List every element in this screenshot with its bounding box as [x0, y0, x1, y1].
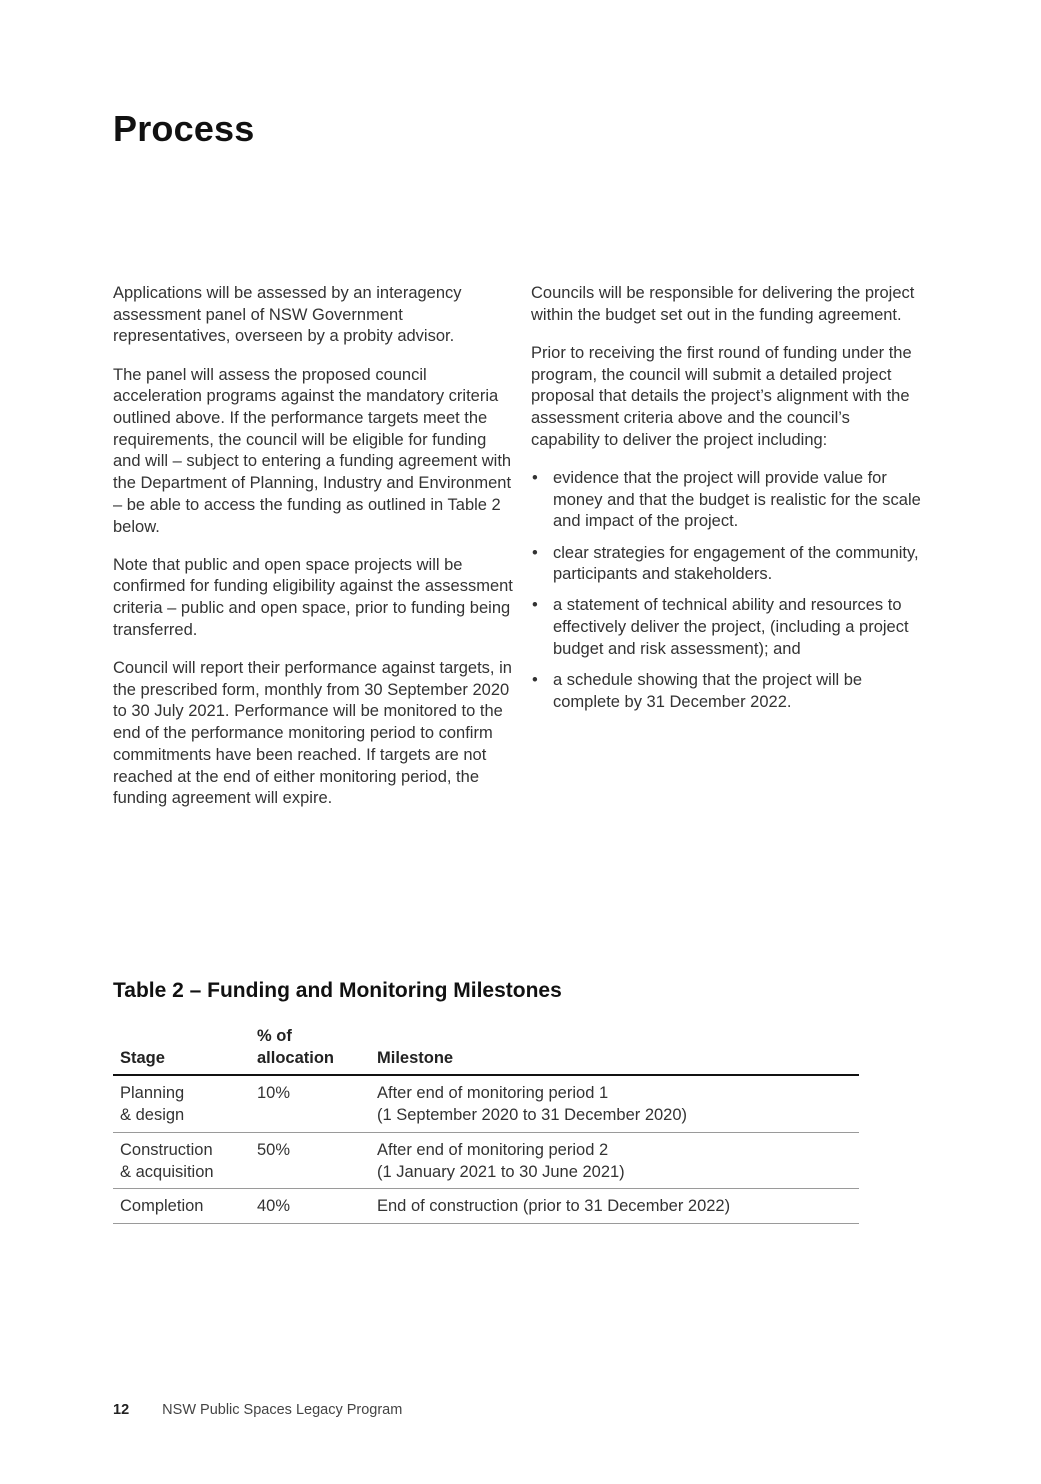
paragraph: The panel will assess the proposed council acceleration programs against the mandatory criteria outlined above. If the performance targets meet the requirements, the council will be eligible for funding and will – subject to entering a funding agreement with the Department of Planning, Industry and Environment – be able to access the funding as outlined in Table 2 below. — [113, 365, 512, 536]
milestone-line1: After end of monitoring period 1 — [377, 1084, 609, 1103]
list-item — [531, 468, 921, 533]
table-row — [113, 1075, 859, 1132]
list-item-text: a statement of technical ability and resources to effectively deliver the project, (including a project budget and risk assessment); and — [553, 596, 909, 658]
cell-milestone — [370, 1075, 859, 1132]
header-allocation-line1: % of — [257, 1027, 292, 1045]
publication-title: NSW Public Spaces Legacy Program — [162, 1402, 403, 1418]
paragraph: Council will report their performance against targets, in the prescribed form, monthly from 30 September 2020 to 30 July 2021. Performance will be monitored to the end of the performance monitoring period to confirm commitments have been reached. If targets are not reached at the end of either monitoring period, the funding agreement will expire. — [113, 659, 512, 808]
header-allocation-line2: allocation — [257, 1048, 335, 1067]
paragraph: Applications will be assessed by an interagency assessment panel of NSW Government representatives, overseen by a probity advisor. — [113, 284, 462, 346]
table-row — [113, 1132, 859, 1188]
cell-stage — [113, 1075, 250, 1132]
milestones-table — [113, 1024, 859, 1224]
bullet-icon: • — [532, 671, 538, 690]
milestone-line2: (1 January 2021 to 30 June 2021) — [377, 1162, 625, 1181]
milestone-line1: After end of monitoring period 2 — [377, 1140, 609, 1159]
table-row — [113, 1189, 859, 1224]
header-milestone: Milestone — [370, 1024, 859, 1075]
bullet-icon: • — [532, 543, 538, 562]
left-column — [113, 283, 513, 826]
table-header-row — [113, 1024, 859, 1075]
list-item-text: clear strategies for engagement of the community, participants and stakeholders. — [553, 543, 919, 584]
stage-line2: & acquisition — [120, 1162, 214, 1181]
stage-line1: Construction — [120, 1140, 213, 1159]
cell-milestone: End of construction (prior to 31 December 2022) — [370, 1189, 859, 1224]
cell-allocation: 40% — [250, 1189, 370, 1224]
paragraph: Prior to receiving the first round of funding under the program, the council will submit a detailed project proposal that details the project’s alignment with the assessment criteria above and the council’s capability to deliver the project including: — [531, 343, 912, 449]
stage-line1: Planning — [120, 1084, 185, 1103]
bullet-icon: • — [532, 468, 538, 487]
table-title: Table 2 – Funding and Monitoring Milestones — [113, 979, 562, 1002]
list-item — [531, 670, 921, 713]
requirements-list — [531, 468, 921, 714]
right-column — [531, 283, 921, 723]
header-allocation — [250, 1024, 370, 1075]
cell-allocation: 50% — [250, 1132, 370, 1188]
page-number: 12 — [113, 1402, 130, 1418]
list-item-text: evidence that the project will provide value for money and that the budget is realistic for the scale and impact of the project. — [553, 468, 921, 531]
bullet-icon: • — [532, 596, 538, 615]
cell-stage — [113, 1132, 250, 1188]
list-item — [531, 543, 921, 586]
header-stage: Stage — [113, 1024, 250, 1075]
list-item — [531, 595, 921, 660]
cell-allocation: 10% — [250, 1075, 370, 1132]
cell-stage: Completion — [113, 1189, 250, 1224]
page-footer — [113, 1402, 402, 1418]
paragraph: Councils will be responsible for delivering the project within the budget set out in the funding agreement. — [531, 284, 915, 324]
list-item-text: a schedule showing that the project will be complete by 31 December 2022. — [553, 671, 863, 711]
page-title: Process — [113, 108, 255, 149]
paragraph: Note that public and open space projects will be confirmed for funding eligibility against the assessment criteria – public and open space, prior to funding being transferred. — [113, 555, 513, 639]
milestone-line2: (1 September 2020 to 31 December 2020) — [377, 1106, 688, 1125]
stage-line2: & design — [120, 1106, 185, 1125]
cell-milestone — [370, 1132, 859, 1188]
